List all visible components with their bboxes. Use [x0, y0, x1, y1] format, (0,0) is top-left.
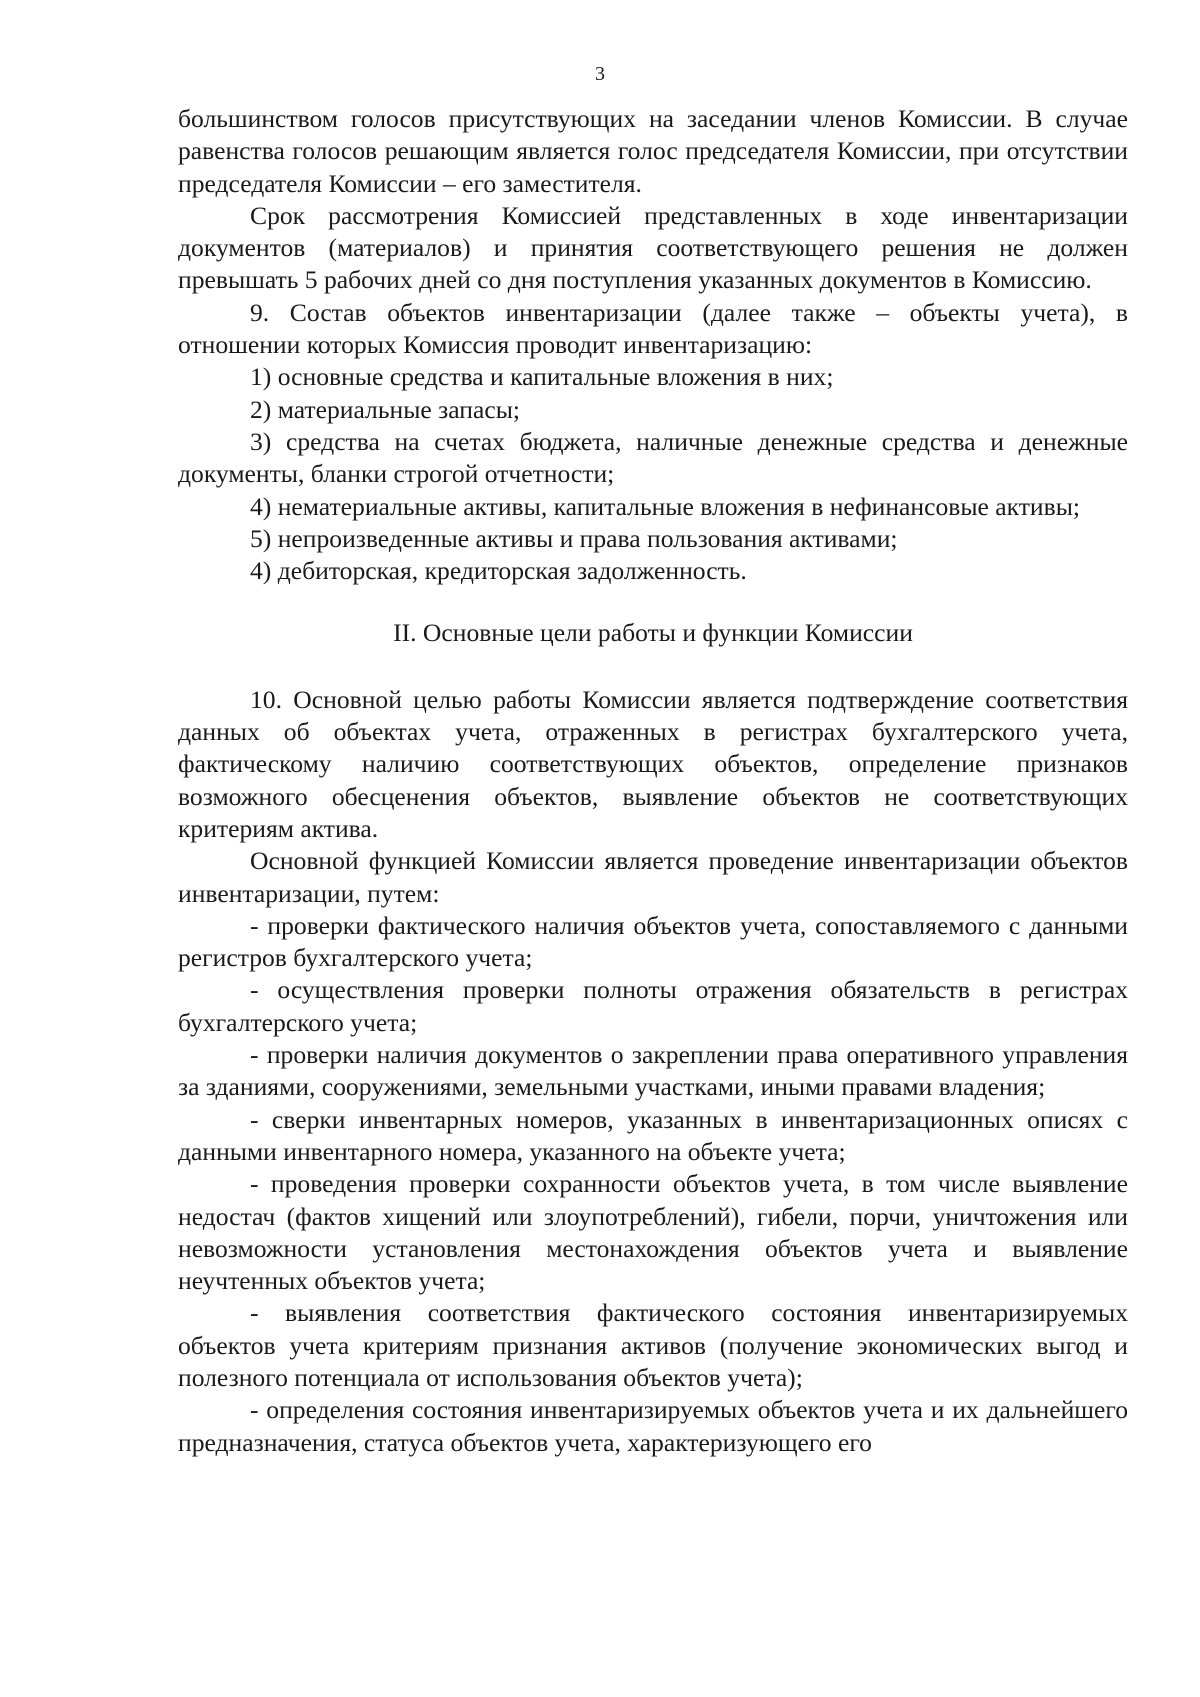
- section-heading: II. Основные цели работы и функции Комиссии: [393, 618, 913, 648]
- paragraph: 5) непроизведенные активы и права пользования активами;: [250, 523, 898, 553]
- paragraph: Срок рассмотрения Комиссией представленных в ходе инвентаризации документов (материалов) и принятия соответствующего решения не должен превышать 5 рабочих дней со дня поступления указанных документов в Комиссию.: [178, 200, 1128, 295]
- paragraphs-after-heading: [178, 684, 1128, 1459]
- paragraph: - сверки инвентарных номеров, указанных в инвентаризационных описях с данными инвентарного номера, указанного на объекте учета;: [178, 1104, 1128, 1166]
- paragraph: 2) материальные запасы;: [250, 394, 521, 424]
- page-number: 3: [595, 63, 605, 85]
- paragraph: большинством голосов присутствующих на заседании членов Комиссии. В случае равенства голосов решающим является голос председателя Комиссии, при отсутствии председателя Комиссии – его заместителя.: [178, 104, 1128, 198]
- paragraphs-before-heading: [178, 103, 1128, 587]
- paragraph: 10. Основной целью работы Комиссии является подтверждение соответствия данных об объектах учета, отраженных в регистрах бухгалтерского учета, фактическому наличию соответствующих объектов, определение признаков возможного обесценения объектов, выявление объектов не соответствующих критериям актива.: [178, 684, 1128, 843]
- paragraph: - определения состояния инвентаризируемых объектов учета и их дальнейшего предназначения, статуса объектов учета, характеризующего его: [178, 1395, 1128, 1457]
- paragraph: 1) основные средства и капитальные вложения в них;: [250, 362, 834, 392]
- paragraph: Основной функцией Комиссии является проведение инвентаризации объектов инвентаризации, путем:: [178, 846, 1128, 908]
- paragraph: - осуществления проверки полноты отражения обязательств в регистрах бухгалтерского учета;: [178, 975, 1128, 1037]
- paragraph: - проведения проверки сохранности объектов учета, в том числе выявление недостач (фактов хищений или злоупотреблений), гибели, порчи, уничтожения или невозможности установления местонахождения объектов учета и выявление неучтенных объектов учета;: [178, 1169, 1128, 1296]
- paragraph: 4) нематериальные активы, капитальные вложения в нефинансовые активы;: [250, 491, 1081, 521]
- paragraph: - проверки фактического наличия объектов учета, сопоставляемого с данными регистров бухгалтерского учета;: [178, 910, 1128, 973]
- paragraph: - выявления соответствия фактического состояния инвентаризируемых объектов учета критериям признания активов (получение экономических выгод и полезного потенциала от использования объектов учета);: [178, 1298, 1128, 1392]
- paragraph: 9. Состав объектов инвентаризации (далее также – объекты учета), в отношении которых Комиссия проводит инвентаризацию:: [178, 297, 1128, 360]
- paragraph: 3) средства на счетах бюджета, наличные денежные средства и денежные документы, бланки строгой отчетности;: [178, 426, 1128, 489]
- paragraph: - проверки наличия документов о закреплении права оперативного управления за зданиями, сооружениями, земельными участками, иными правами владения;: [178, 1040, 1128, 1102]
- document-body: [178, 103, 1128, 1459]
- paragraph: 4) дебиторская, кредиторская задолженность.: [250, 556, 747, 586]
